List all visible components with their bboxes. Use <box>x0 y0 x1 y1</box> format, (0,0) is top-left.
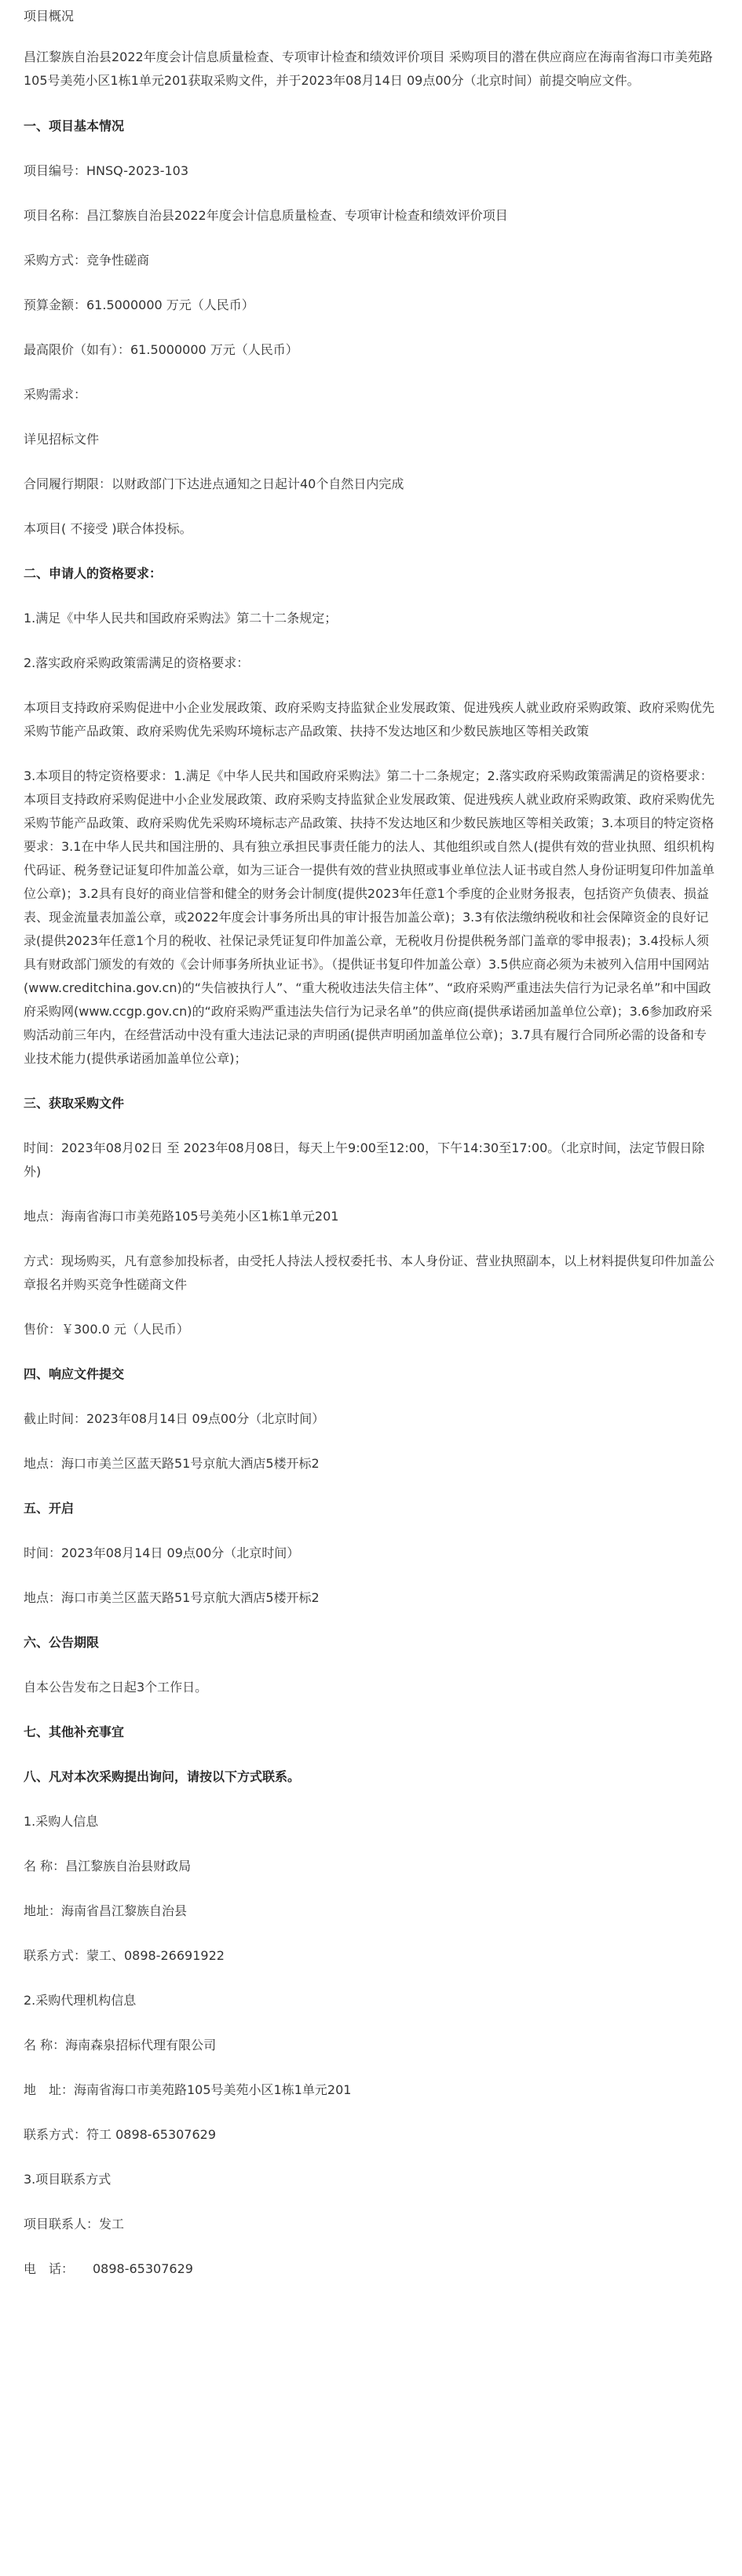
buyer-info-title: 1.采购人信息 <box>24 1814 99 1829</box>
project-contact-phone: 电 话： 0898-65307629 <box>24 2261 193 2276</box>
requirement-2-detail: 本项目支持政府采购促进中小企业发展政策、政府采购支持监狱企业发展政策、促进残疾人就业政府采购政策、政府采购优先采购节能产品政策、政府采购优先采购环境标志产品政策、扶持不发达地区和少数民族地区等相关政策 <box>24 700 715 739</box>
agency-address: 地 址：海南省海口市美苑路105号美苑小区1栋1单元201 <box>24 2082 352 2097</box>
notice-period: 自本公告发布之日起3个工作日。 <box>24 1680 208 1695</box>
contract-period: 合同履行期限：以财政部门下达进点通知之日起计40个自然日内完成 <box>24 476 404 491</box>
consortium-policy: 本项目( 不接受 )联合体投标。 <box>24 521 192 536</box>
obtain-way: 方式：现场购买，凡有意参加投标者，由受托人持法人授权委托书、本人身份证、营业执照副本，以上材料提供复印件加盖公章报名并购买竞争性磋商文件 <box>24 1253 715 1292</box>
project-contact-title: 3.项目联系方式 <box>24 2172 111 2187</box>
section-6-title: 六、公告期限 <box>24 1635 100 1650</box>
submission-place: 地点：海口市美兰区蓝天路51号京航大酒店5楼开标2 <box>24 1456 320 1471</box>
section-2-title: 二、申请人的资格要求： <box>24 566 163 581</box>
agency-contact: 联系方式：符工 0898-65307629 <box>24 2127 217 2142</box>
opening-place: 地点：海口市美兰区蓝天路51号京航大酒店5楼开标2 <box>24 1590 320 1605</box>
submission-deadline: 截止时间：2023年08月14日 09点00分（北京时间） <box>24 1411 325 1426</box>
buyer-address: 地址：海南省昌江黎族自治县 <box>24 1903 188 1918</box>
procurement-method: 采购方式：竞争性磋商 <box>24 253 150 268</box>
section-8-title: 八、凡对本次采购提出询问，请按以下方式联系。 <box>24 1769 301 1784</box>
buyer-contact: 联系方式：蒙工、0898-26691922 <box>24 1948 225 1963</box>
overview-title: 项目概况 <box>24 9 75 24</box>
agency-info-title: 2.采购代理机构信息 <box>24 1993 137 2008</box>
section-5-title: 五、开启 <box>24 1501 75 1516</box>
requirement-1: 1.满足《中华人民共和国政府采购法》第二十二条规定； <box>24 611 338 626</box>
procurement-demand: 采购需求： <box>24 387 87 402</box>
demand-detail: 详见招标文件 <box>24 432 100 447</box>
opening-time: 时间：2023年08月14日 09点00分（北京时间） <box>24 1545 300 1560</box>
overview-text: 昌江黎族自治县2022年度会计信息质量检查、专项审计检查和绩效评价项目 采购项目的潜在供应商应在海南省海口市美苑路105号美苑小区1栋1单元201获取采购文件，并于2023年08月14日 09点00分（北京时间）前提交响应文件。 <box>24 49 713 88</box>
requirement-3: 3.本项目的特定资格要求：1.满足《中华人民共和国政府采购法》第二十二条规定；2.落实政府采购政策需满足的资格要求：本项目支持政府采购促进中小企业发展政策、政府采购支持监狱企业发展政策、促进残疾人就业政府采购政策、政府采购优先采购节能产品政策、政府采购优先采购环境标志产品政策、扶持不发达地区和少数民族地区等相关政策；3.本项目的特定资格要求：3.1在中华人民共和国注册的、具有独立承担民事责任能力的法人、其他组织或自然人(提供有效的营业执照、组织机构代码证、税务登记证复印件加盖公章，如为三证合一提供有效的营业执照或事业单位法人证书或自然人身份证明复印件加盖单位公章)；3.2具有良好的商业信誉和健全的财务会计制度(提供2023年任意1个季度的企业财务报表，包括资产负债表、损益表、现金流量表加盖公章，或2022年度会计事务所出具的审计报告加盖公章)；3.3有依法缴纳税收和社会保障资金的良好记录(提供2023年任意1个月的税收、社保记录凭证复印件加盖公章，无税收月份提供税务部门盖章的零申报表)；3.4投标人须具有财政部门颁发的有效的《会计师事务所执业证书》。（提供证书复印件加盖公章）3.5供应商必须为未被列入信用中国网站(www.creditchina.gov.cn)的“失信被执行人”、“重大税收违法失信主体”、“政府采购严重违法失信行为记录名单”和中国政府采购网(www.ccgp.gov.cn)的“政府采购严重违法失信行为记录名单”的供应商(提供承诺函加盖单位公章)；3.6参加政府采购活动前三年内，在经营活动中没有重大违法记录的声明函(提供声明函加盖单位公章)；3.7具有履行合同所必需的设备和专业技术能力(提供承诺函加盖单位公章)； <box>24 768 715 1066</box>
requirement-2: 2.落实政府采购政策需满足的资格要求： <box>24 655 250 670</box>
section-4-title: 四、响应文件提交 <box>24 1366 125 1381</box>
buyer-name: 名 称：昌江黎族自治县财政局 <box>24 1859 192 1874</box>
project-name: 项目名称：昌江黎族自治县2022年度会计信息质量检查、专项审计检查和绩效评价项目 <box>24 208 508 223</box>
project-contact-person: 项目联系人：发工 <box>24 2217 125 2231</box>
agency-name: 名 称：海南森泉招标代理有限公司 <box>24 2038 217 2052</box>
section-1-title: 一、项目基本情况 <box>24 119 125 133</box>
max-price: 最高限价（如有）：61.5000000 万元（人民币） <box>24 342 298 357</box>
project-number: 项目编号：HNSQ-2023-103 <box>24 163 189 178</box>
section-3-title: 三、获取采购文件 <box>24 1096 125 1111</box>
obtain-place: 地点：海南省海口市美苑路105号美苑小区1栋1单元201 <box>24 1209 339 1224</box>
document-price: 售价：￥300.0 元（人民币） <box>24 1322 189 1337</box>
section-7-title: 七、其他补充事宜 <box>24 1724 125 1739</box>
budget-amount: 预算金额：61.5000000 万元（人民币） <box>24 297 254 312</box>
obtain-time: 时间：2023年08月02日 至 2023年08月08日，每天上午9:00至12:00，下午14:30至17:00。（北京时间，法定节假日除外) <box>24 1140 705 1179</box>
